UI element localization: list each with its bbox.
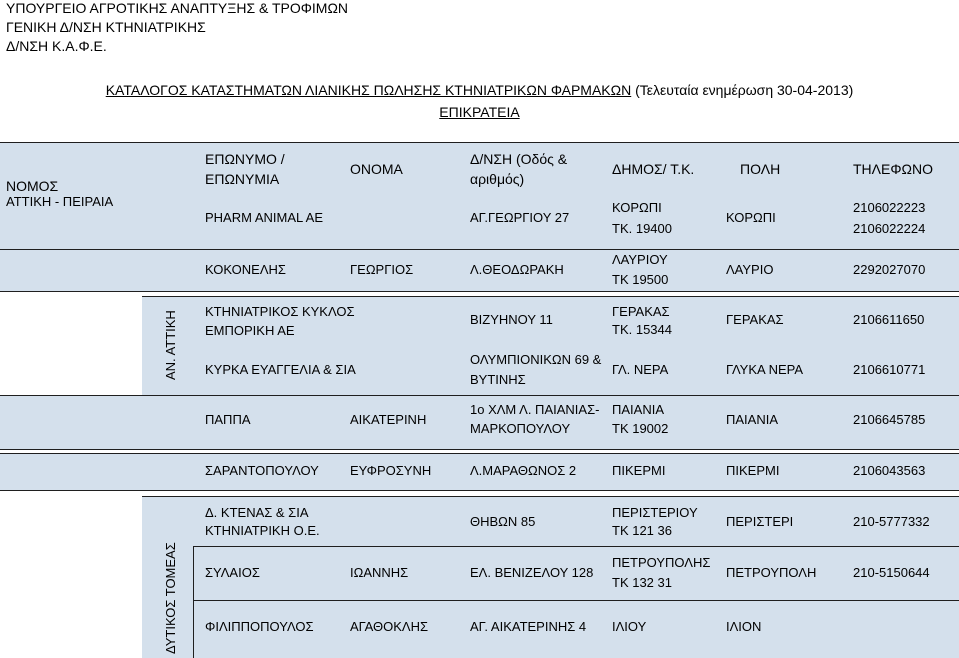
table-row-8-dimos: ΙΛΙΟΥ — [612, 619, 647, 634]
col-header-municipality: ΔΗΜΟΣ/ Τ.Κ. — [612, 161, 695, 177]
table-row-2-dimos: ΓΕΡΑΚΑΣ — [612, 304, 670, 319]
col-header-company-line2: ΕΠΩΝΥΜΙΑ — [205, 171, 280, 187]
table-row-6-city: ΠΕΡΙΣΤΕΡΙ — [726, 514, 794, 529]
west-sector-border — [193, 546, 194, 658]
table-row-4-dimos: ΠΑΙΑΝΙΑ — [612, 402, 665, 417]
table-row-3-city: ΓΛΥΚΑ ΝΕΡΑ — [726, 362, 804, 377]
table-row-5-city: ΠΙΚΕΡΜΙ — [726, 463, 780, 478]
department-name: Δ/ΝΣΗ Κ.Α.Φ.Ε. — [6, 38, 107, 54]
divider — [142, 496, 959, 497]
col-header-address-line1: Δ/ΝΣΗ (Οδός & — [470, 151, 568, 167]
table-row-6-company-2: ΚΤΗΝΙΑΤΡΙΚΗ Ο.Ε. — [205, 523, 320, 538]
table-row-1-address: Λ.ΘΕΟΔΩΡΑΚΗ — [470, 262, 564, 277]
table-row-1-postcode: ΤΚ 19500 — [612, 272, 669, 287]
divider — [0, 490, 959, 491]
divider — [0, 142, 959, 143]
table-row-0-city: ΚΟΡΩΠΙ — [726, 210, 776, 225]
divider — [0, 453, 959, 454]
table-row-7-city: ΠΕΤΡΟΥΠΟΛΗ — [726, 565, 817, 580]
section-label-east-attica: ΑΝ. ΑΤΤΙΚΗ — [163, 310, 178, 380]
table-row-2-phone: 2106611650 — [853, 312, 925, 327]
table-row-5-company: ΣΑΡΑΝΤΟΠΟΥΛΟΥ — [205, 463, 319, 478]
table-row-4-phone: 2106645785 — [853, 412, 926, 427]
table-row-8-company: ΦΙΛΙΠΠΟΠΟΥΛΟΣ — [205, 619, 314, 634]
document-title — [0, 82, 959, 98]
table-row-4-company: ΠΑΠΠΑ — [205, 412, 251, 427]
table-row-4-name: ΑΙΚΑΤΕΡΙΝΗ — [350, 412, 427, 427]
table-row-7-postcode: ΤΚ 132 31 — [612, 575, 672, 590]
table-row-1-name: ΓΕΩΡΓΙΟΣ — [350, 262, 414, 277]
divider — [0, 249, 959, 250]
region-label: ΕΠΙΚΡΑΤΕΙΑ — [439, 104, 520, 120]
table-row-0-phone-2: 2106022224 — [853, 221, 926, 236]
table-row-6-company: Δ. ΚΤΕΝΑΣ & ΣΙΑ — [205, 505, 309, 520]
table-row-6-postcode: ΤΚ 121 36 — [612, 523, 672, 538]
table-row-7-dimos: ΠΕΤΡΟΥΠΟΛΗΣ — [612, 555, 711, 570]
table-row-5-address: Λ.ΜΑΡΑΘΩΝΟΣ 2 — [470, 463, 577, 478]
table-row-0-company: PHARM ANIMAL AE — [205, 210, 323, 225]
divider — [142, 296, 959, 297]
table-row-4-address: 1ο ΧΛΜ Λ. ΠΑΙΑΝΙΑΣ- — [470, 402, 600, 417]
table-row-5-name: ΕΥΦΡΟΣΥΝΗ — [350, 463, 432, 478]
table-row-6-address: ΘΗΒΩΝ 85 — [470, 514, 536, 529]
directorate-name: ΓΕΝΙΚΗ Δ/ΝΣΗ ΚΤΗΝΙΑΤΡΙΚΗΣ — [6, 19, 206, 35]
table-row-4-address-2: ΜΑΡΚΟΠΟΥΛΟΥ — [470, 421, 571, 436]
table-row-4-city: ΠΑΙΑΝΙΑ — [726, 412, 779, 427]
table-row-7-company: ΣΥΛΑΙΟΣ — [205, 565, 260, 580]
table-row-3-company: ΚΥΡΚΑ ΕΥΑΓΓΕΛΙΑ & ΣΙΑ — [205, 362, 356, 377]
divider — [193, 600, 959, 601]
last-update: (Τελευταία ενημέρωση 30-04-2013) — [635, 82, 854, 98]
table-row-6-phone: 210-5777332 — [853, 514, 930, 529]
ministry-name: ΥΠΟΥΡΓΕΙΟ ΑΓΡΟΤΙΚΗΣ ΑΝΑΠΤΥΞΗΣ & ΤΡΟΦΙΜΩΝ — [6, 0, 349, 16]
table-row-7-phone: 210-5150644 — [853, 565, 930, 580]
divider — [193, 546, 959, 547]
table-row-3-address: ΟΛΥΜΠΙΟΝΙΚΩΝ 69 & — [470, 352, 602, 367]
prefecture-label: ΑΤΤΙΚΗ - ΠΕΙΡΑΙΑ — [6, 194, 114, 209]
divider — [0, 291, 959, 292]
table-row-0-address: ΑΓ.ΓΕΩΡΓΙΟΥ 27 — [470, 210, 570, 225]
table-row-2-company-2: ΕΜΠΟΡΙΚΗ ΑΕ — [205, 323, 295, 338]
table-row-1-company: ΚΟΚΟΝΕΛΗΣ — [205, 262, 286, 277]
table-row-0-postcode: ΤΚ. 19400 — [612, 221, 672, 236]
table-row-2-postcode: ΤΚ. 15344 — [612, 322, 672, 337]
table-row-2-company: ΚΤΗΝΙΑΤΡΙΚΟΣ ΚΥΚΛΟΣ — [205, 304, 355, 319]
region-title — [0, 104, 959, 120]
table-row-5-dimos: ΠΙΚΕΡΜΙ — [612, 463, 666, 478]
divider — [0, 449, 959, 450]
col-header-phone: ΤΗΛΕΦΩΝΟ — [853, 161, 933, 177]
col-header-company-line1: ΕΠΩΝΥΜΟ / — [205, 151, 285, 167]
col-header-city: ΠΟΛΗ — [740, 161, 781, 177]
table-row-3-phone: 2106610771 — [853, 362, 926, 377]
table-row-2-address: ΒΙΖΥΗΝΟΥ 11 — [470, 312, 553, 327]
table-row-2-city: ΓΕΡΑΚΑΣ — [726, 312, 784, 327]
col-header-address-line2: αριθμός) — [470, 171, 525, 187]
table-row-1-dimos: ΛΑΥΡΙΟΥ — [612, 252, 668, 267]
table-row-8-name: ΑΓΑΘΟΚΛΗΣ — [350, 619, 429, 634]
table-row-4-postcode: ΤΚ 19002 — [612, 421, 669, 436]
table-row-7-name: ΙΩΑΝΝΗΣ — [350, 565, 409, 580]
table-row-8-city: ΙΛΙΟΝ — [726, 619, 762, 634]
divider — [0, 395, 959, 396]
table-row-6-dimos: ΠΕΡΙΣΤΕΡΙΟΥ — [612, 505, 698, 520]
table-row-8-address: ΑΓ. ΑΙΚΑΤΕΡΙΝΗΣ 4 — [470, 619, 587, 634]
document-title-main: ΚΑΤΑΛΟΓΟΣ ΚΑΤΑΣΤΗΜΑΤΩΝ ΛΙΑΝΙΚΗΣ ΠΩΛΗΣΗΣ ΚΤΗΝΙΑΤΡΙΚΩΝ ΦΑΡΜΑΚΩΝ — [105, 82, 632, 98]
section-label-west-sector: ΔΥΤΙΚΟΣ ΤΟΜΕΑΣ — [163, 542, 178, 654]
col-header-name: ΟΝΟΜΑ — [350, 161, 403, 177]
table-row-5-phone: 2106043563 — [853, 463, 926, 478]
table-row-7-address: ΕΛ. ΒΕΝΙΖΕΛΟΥ 128 — [470, 565, 594, 580]
table-row-1-city: ΛΑΥΡΙΟ — [726, 262, 774, 277]
table-row-3-dimos: ΓΛ. ΝΕΡΑ — [612, 362, 669, 377]
col-header-nomos: ΝΟΜΟΣ — [6, 178, 59, 194]
table-row-3-address-2: ΒΥΤΙΝΗΣ — [470, 372, 526, 387]
table-row-0-phone: 2106022223 — [853, 200, 926, 215]
table-row-0-dimos: ΚΟΡΩΠΙ — [612, 200, 662, 215]
table-row-1-phone: 2292027070 — [853, 262, 926, 277]
